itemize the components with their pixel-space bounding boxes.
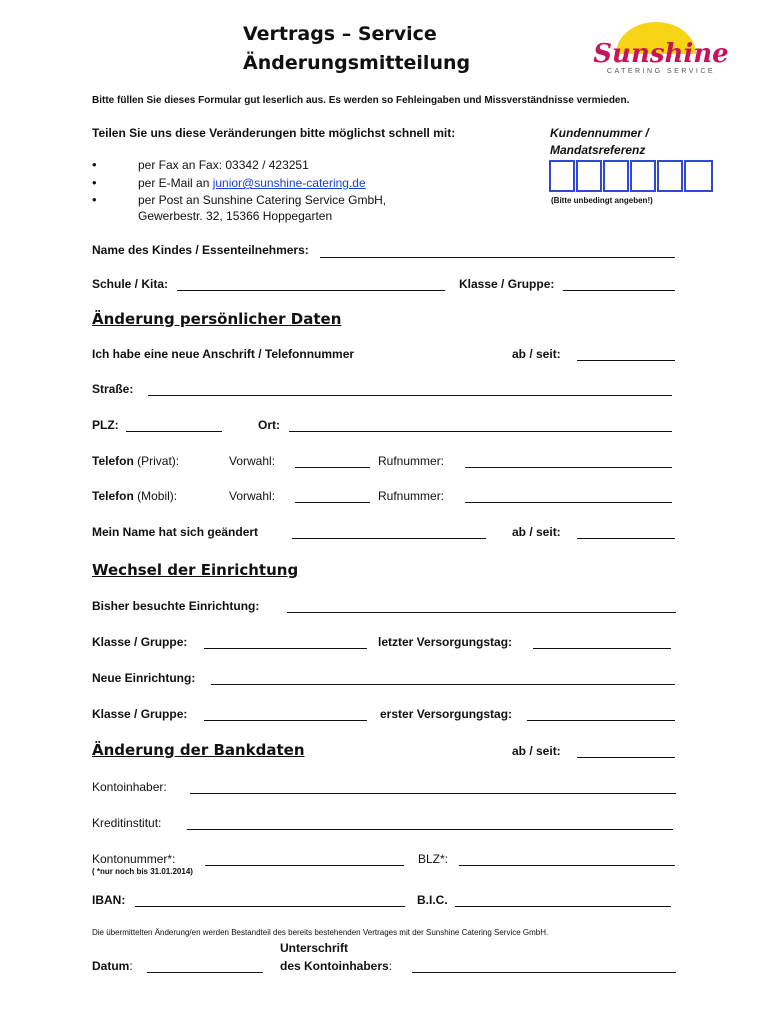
institute-field[interactable]	[187, 829, 673, 830]
holder-field[interactable]	[190, 793, 676, 794]
facility-class-field[interactable]	[204, 648, 367, 649]
contact-fax: per Fax an Fax: 03342 / 423251	[138, 158, 309, 172]
holder-label: Kontoinhaber:	[92, 780, 167, 794]
contact-email-line	[138, 176, 366, 190]
area-code-private-label: Vorwahl:	[229, 454, 276, 468]
customer-number-box-3[interactable]	[603, 160, 629, 192]
title-line-2: Änderungsmitteilung	[243, 52, 471, 74]
blz-label: BLZ*:	[418, 852, 449, 866]
name-from-field[interactable]	[577, 538, 675, 539]
intro-text: Bitte füllen Sie dieses Formular gut leserlich aus. Es werden so Fehleingaben und Missverständnisse vermieden.	[92, 95, 630, 106]
number-mobile-field[interactable]	[465, 502, 672, 503]
area-code-private-field[interactable]	[295, 467, 370, 468]
bank-heading: Änderung der Bankdaten	[92, 741, 305, 759]
bank-from-field[interactable]	[577, 757, 675, 758]
iban-field[interactable]	[135, 906, 405, 907]
new-facility-field[interactable]	[211, 684, 675, 685]
zip-field[interactable]	[126, 431, 222, 432]
customer-note: (Bitte unbedingt angeben!)	[551, 196, 653, 205]
customer-number-box-5[interactable]	[657, 160, 683, 192]
sunshine-logo	[586, 18, 736, 80]
school-field[interactable]	[177, 290, 445, 291]
phone-private-label: Telefon (Privat):	[92, 454, 180, 468]
new-address-label: Ich habe eine neue Anschrift / Telefonnummer	[92, 347, 355, 361]
signature-label-2: des Kontoinhabers:	[280, 959, 393, 973]
account-field[interactable]	[205, 865, 404, 866]
number-private-label: Rufnummer:	[378, 454, 445, 468]
email-link[interactable]: junior@sunshine-catering.de	[212, 176, 366, 190]
last-day-field[interactable]	[533, 648, 671, 649]
disclaimer: Die übermittelten Änderung/en werden Bestandteil des bereits bestehenden Vertrages mit der Sunshine Catering Service GmbH.	[92, 928, 549, 937]
child-name-field[interactable]	[320, 257, 675, 258]
date-label: Datum:	[92, 959, 133, 973]
contact-post-line2: Gewerbestr. 32, 15366 Hoppegarten	[138, 209, 333, 223]
account-note: ( *nur noch bis 31.01.2014)	[92, 867, 193, 876]
contact-lead: Teilen Sie uns diese Veränderungen bitte möglichst schnell mit:	[92, 126, 456, 140]
customer-label-1: Kundennummer /	[550, 126, 649, 140]
school-label: Schule / Kita:	[92, 277, 169, 291]
child-name-label: Name des Kindes / Essenteilnehmers:	[92, 243, 309, 257]
date-field[interactable]	[147, 972, 263, 973]
customer-number-box-4[interactable]	[630, 160, 656, 192]
blz-field[interactable]	[459, 865, 675, 866]
name-changed-label: Mein Name hat sich geändert	[92, 525, 259, 539]
bic-label: B.I.C.	[417, 893, 448, 907]
name-from-label: ab / seit:	[512, 525, 561, 539]
personal-heading: Änderung persönlicher Daten	[92, 310, 342, 328]
previous-facility-label: Bisher besuchte Einrichtung:	[92, 599, 260, 613]
street-label: Straße:	[92, 382, 134, 396]
area-code-mobile-field[interactable]	[295, 502, 370, 503]
customer-number-box-2[interactable]	[576, 160, 602, 192]
first-day-field[interactable]	[527, 720, 675, 721]
facility-heading: Wechsel der Einrichtung	[92, 561, 299, 579]
first-day-label: erster Versorgungstag:	[380, 707, 513, 721]
bullet-email: •	[92, 175, 97, 190]
facility-class-label: Klasse / Gruppe:	[92, 635, 188, 649]
customer-number-box-1[interactable]	[549, 160, 575, 192]
area-code-mobile-label: Vorwahl:	[229, 489, 276, 503]
number-mobile-label: Rufnummer:	[378, 489, 445, 503]
class-group-label: Klasse / Gruppe:	[459, 277, 555, 291]
iban-label: IBAN:	[92, 893, 126, 907]
city-field[interactable]	[289, 431, 672, 432]
customer-label-2: Mandatsreferenz	[550, 143, 646, 157]
address-from-field[interactable]	[577, 360, 675, 361]
facility-class-field-2[interactable]	[204, 720, 367, 721]
phone-mobile-label: Telefon (Mobil):	[92, 489, 178, 503]
institute-label: Kreditinstitut:	[92, 816, 162, 830]
bullet-post: •	[92, 192, 97, 207]
bullet-fax: •	[92, 157, 97, 172]
name-changed-field[interactable]	[292, 538, 486, 539]
city-label: Ort:	[258, 418, 280, 432]
previous-facility-field[interactable]	[287, 612, 676, 613]
contact-post-line1: per Post an Sunshine Catering Service GmbH,	[138, 193, 387, 207]
customer-number-box-6[interactable]	[684, 160, 713, 192]
address-from-label: ab / seit:	[512, 347, 561, 361]
signature-field[interactable]	[412, 972, 676, 973]
last-day-label: letzter Versorgungstag:	[378, 635, 513, 649]
logo-subtext: CATERING SERVICE	[606, 68, 716, 75]
account-label: Kontonummer*:	[92, 852, 176, 866]
bic-field[interactable]	[455, 906, 671, 907]
new-facility-label: Neue Einrichtung:	[92, 671, 196, 685]
zip-label: PLZ:	[92, 418, 119, 432]
class-group-field[interactable]	[563, 290, 675, 291]
contact-email-prefix: per E-Mail an	[138, 176, 213, 190]
logo-text: Sunshine	[593, 39, 729, 69]
street-field[interactable]	[148, 395, 672, 396]
bank-from-label: ab / seit:	[512, 744, 561, 758]
number-private-field[interactable]	[465, 467, 672, 468]
facility-class-label-2: Klasse / Gruppe:	[92, 707, 188, 721]
title-line-1: Vertrags – Service	[243, 23, 437, 45]
signature-label-1: Unterschrift	[280, 941, 349, 955]
